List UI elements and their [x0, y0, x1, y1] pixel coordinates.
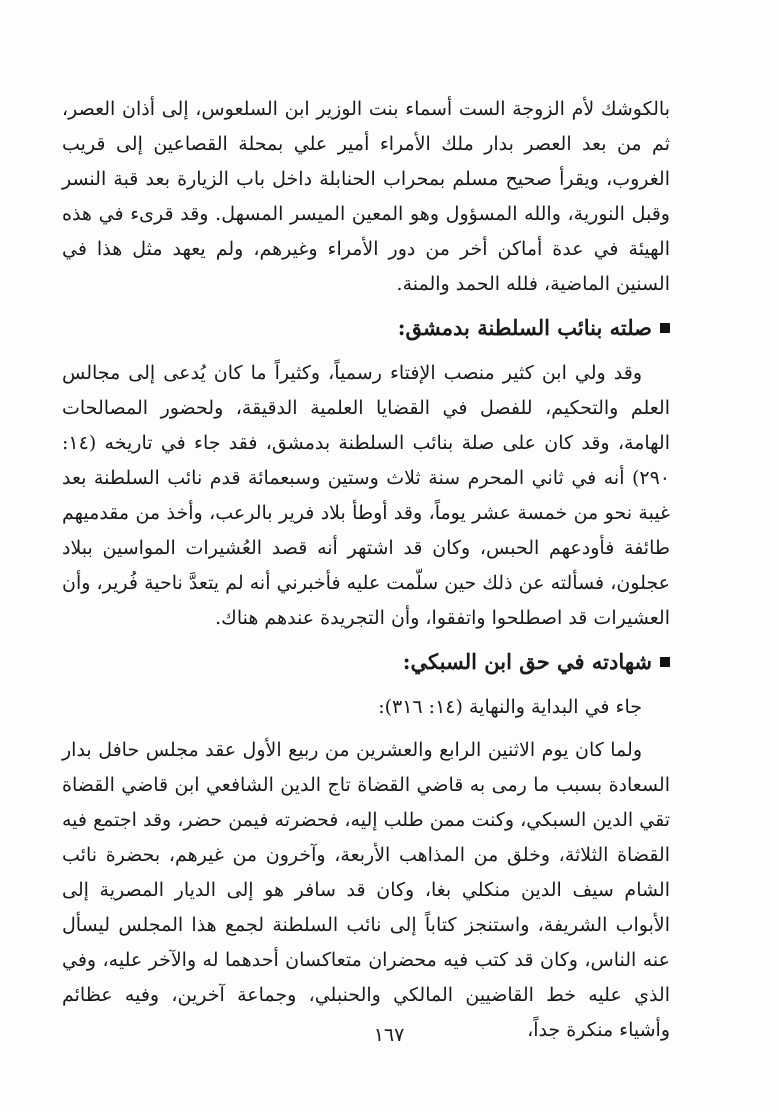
page-text — [62, 92, 670, 1048]
section-heading-text: شهادته في حق ابن السبكي: — [402, 649, 652, 674]
paragraph-subki: ولما كان يوم الاثنين الرابع والعشرين من ربيع الأول عقد مجلس حافل بدار السعادة بسبب ما رمى به قاضي القضاة تاج الدين الشافعي ابن قاضي القضاة تقي الدين السبكي، وكنت ممن طلب إليه، فحضرته فيمن حضر، وقد اجتمع فيه القضاة الثلاثة، وخلق من المذاهب الأربعة، وآخرون من غيرهم، بحضرة نائب الشام سيف الدين منكلي بغا، وكان قد سافر هو إلى الديار المصرية إلى الأبواب الشريفة، واستنجز كتاباً إلى نائب السلطنة لجمع هذا المجلس ليسأل عنه الناس، وكان قد كتب فيه محضران متعاكسان أحدهما له والآخر عليه، وفي الذي عليه خط القاضيين المالكي والحنبلي، وجماعة آخرين، وفيه عظائم وأشياء منكرة جداً، — [62, 739, 670, 1041]
paragraph-deputy: وقد ولي ابن كثير منصب الإفتاء رسمياً، وكثيراً ما كان يُدعى إلى مجالس العلم والتحكيم، للفصل في القضايا العلمية الدقيقة، ولحضور المصالحات الهامة، وقد كان على صلة بنائب السلطنة بدمشق، فقد جاء في تاريخه (١٤: ٢٩٠) أنه في ثاني المحرم سنة ثلاث وستين وسبعمائة قدم نائب السلطنة بعد غيبة نحو من خمسة عشر يوماً، وقد أوطأ بلاد فرير بالرعب، وأخذ من مقدميهم طائفة فأودعهم الحبس، وكان قد اشتهر أنه قصد العُشيرات المواسين ببلاد عجلون، فسألته عن ذلك حين سلّمت عليه فأخبرني أنه لم يتعدَّ ناحية فُرير، وأن العشيرات قد اصطلحوا واتفقوا، وأن التجريدة عندهم هناك. — [62, 362, 670, 629]
square-bullet-icon — [660, 323, 670, 333]
square-bullet-icon — [660, 657, 670, 667]
citation-line: جاء في البداية والنهاية (١٤: ٣١٦): — [378, 696, 642, 718]
section-heading-text: صلته بنائب السلطنة بدمشق: — [397, 315, 652, 340]
page-number: ١٦٧ — [373, 1024, 405, 1046]
section-heading-subki — [62, 644, 670, 680]
paragraph-continued: بالكوشك لأم الزوجة الست أسماء بنت الوزير ابن السلعوس، إلى أذان العصر، ثم من بعد العصر بدار ملك الأمراء أمير علي بمحلة القصاعين إلى قريب الغروب، ويقرأ صحيح مسلم بمحراب الحنابلة داخل باب الزيارة بعد قبة النسر وقبل النورية، والله المسؤول وهو المعين الميسر المسهل. وقد قرىء في هذه الهيئة في عدة أماكن أخر من دور الأمراء وغيرهم، ولم يعهد مثل هذا في السنين الماضية، فلله الحمد والمنة. — [62, 98, 670, 295]
section-heading-deputy — [62, 310, 670, 346]
